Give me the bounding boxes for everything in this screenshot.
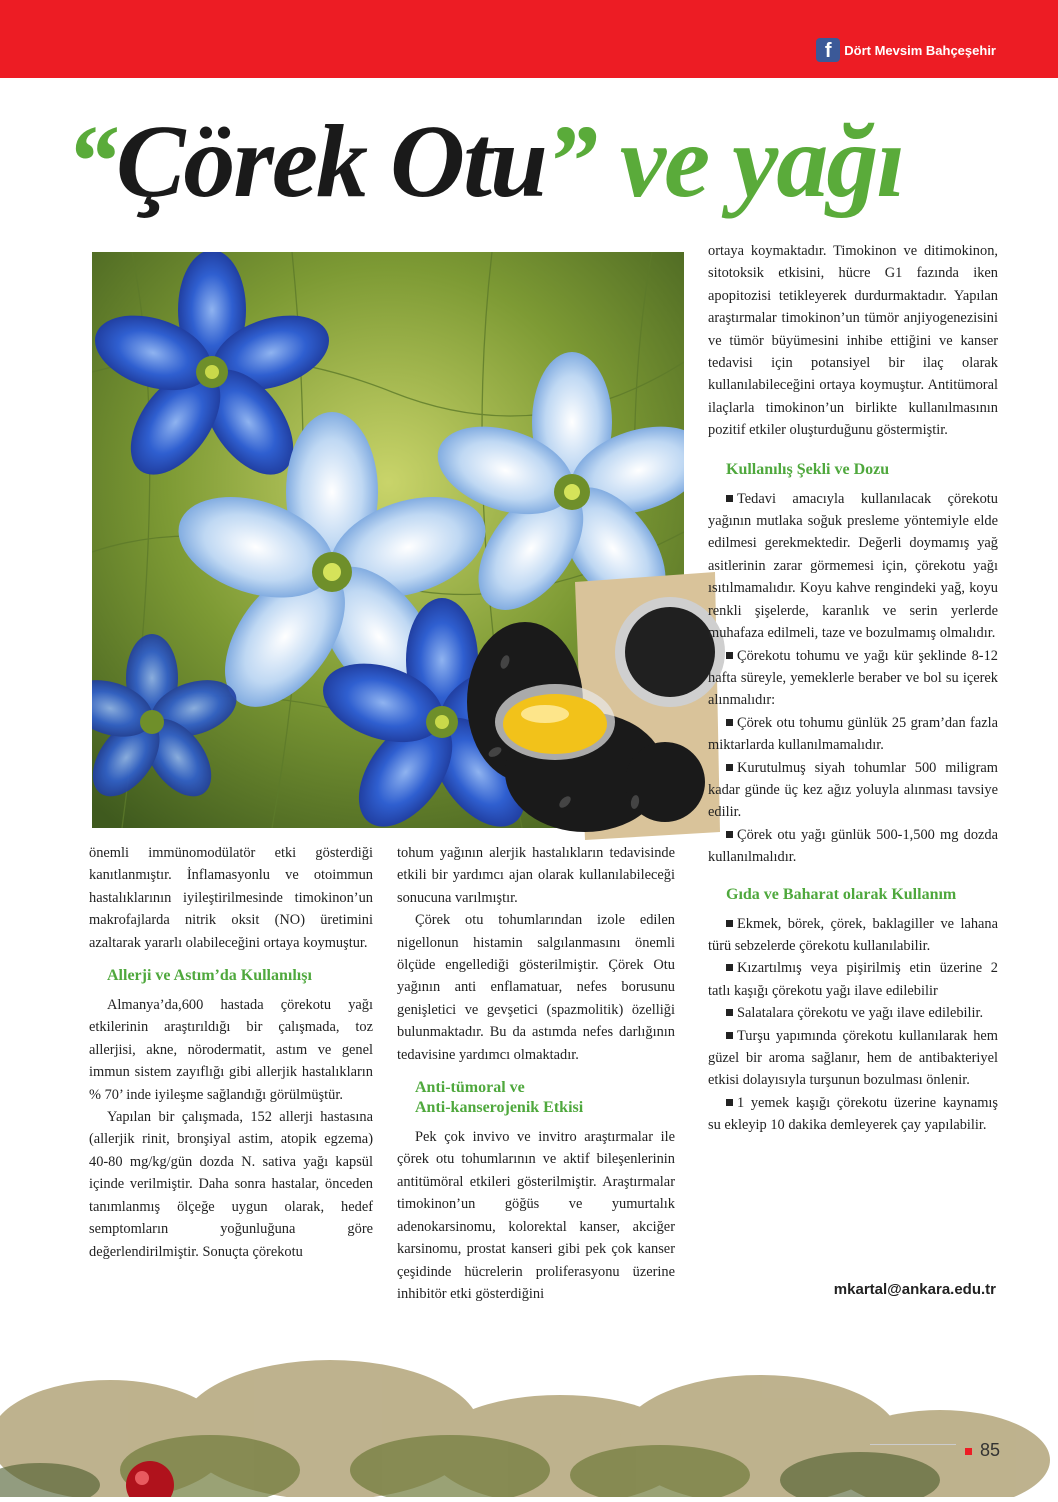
antitumor-heading-line-2: Anti-kanserojenik Etkisi: [415, 1099, 584, 1117]
column-1: [89, 842, 373, 1263]
title-close-quote: ”: [545, 104, 596, 219]
col3-paragraph-1: ortaya koymaktadır. Timokinon ve ditimokinon, sitotoksik etkisini, hücre G1 fazında iken apopitozisi tetikleyerek durdurmaktadır. Yapılan araştırmalar timokinon’un tümör anjiyogenezisini ve tümör büyümesini inhibe ettiğini ve kanser tedavisi için potansiyel bir ilaç olarak kullanılabileceğini ortaya koymuştur. Antitümoral ilaçlarla timokinon’un birlikte kullanılmasının pozitif etkiler oluşturduğunu göstermiştir.: [708, 243, 998, 439]
usage-bullet-2: Çörekotu tohumu ve yağı kür şeklinde 8-12 hafta süreyle, yemeklerle beraber ve bol su içerek alınmalıdır:: [708, 647, 998, 709]
bullet-square: [726, 1032, 733, 1039]
allergy-heading: Allerji ve Astım’da Kullanılışı: [107, 967, 312, 985]
title-rest: ve yağı: [595, 104, 904, 219]
food-bullet-1: Ekmek, börek, çörek, baklagiller ve lahana türü sebzelerde çörekotu kullanılabilir.: [708, 915, 998, 954]
usage-bullet-1: Tedavi amacıyla kullanılacak çörekotu yağının mutlaka soğuk presleme yöntemiyle elde edilmesi gerekmektedir. Değerli doymamış yağ asitlerinin zarar görmemesi için, çörekotu yağı ısıtılmamalıdır. Koyu kahve rengindeki yağ, koyu renkli şişelerde, karanlık ve serin yerlerde muhafaza edilmeli, taze ve bozulmamış olmalıdır.: [708, 490, 998, 642]
col1-paragraph-3: Yapılan bir çalışmada, 152 allerji hastasına (allerjik rinit, bronşiyal astim, atopik egzema) 40-80 mg/kg/gün dozda N. sativa yağı kapsül içinde verilmiştir. Daha sonra hastalar, önceden tanımlanmış ölçeğe uygun olarak, hedef semptomların yoğunluğuna göre değerlendirilmiştir. Sonuçta çörekotu: [89, 1109, 373, 1260]
seeds-and-oil-illustration: [465, 572, 725, 840]
author-email[interactable]: mkartal@ankara.edu.tr: [833, 1281, 996, 1298]
col2-paragraph-1: tohum yağının alerjik hastalıkların tedavisinde etkili bir yardımcı ajan olarak kullanılabileceği sonucuna varılmıştır.: [397, 845, 675, 906]
bullet-square: [726, 495, 733, 502]
bullet-square: [726, 964, 733, 971]
col1-paragraph-2: Almanya’da,600 hastada çörekotu yağı etkilerinin araştırıldığı bir çalışmada, toz allerjisi, akne, nörodermatit, astım ve genel immun sistem zayıflığı gibi allerjik hastalıkların % 70’ inde iyileşme sağlandığı görülmüştür.: [89, 997, 373, 1103]
bullet-square: [726, 652, 733, 659]
page-number: 85: [979, 1440, 1000, 1460]
usage-bullet-5: Çörek otu yağı günlük 500-1,500 mg dozda kullanılmalıdır.: [708, 826, 998, 866]
bullet-square: [726, 764, 733, 771]
facebook-icon: f: [816, 38, 840, 62]
col2-paragraph-2: Çörek otu tohumlarından izole edilen nigellonun histamin salgılanmasını önemli ölçüde engellediği gösterilmiştir. Çörek Otu yağının anti enflamatuar, nefes borusunu genişletici ve gevşetici (spazmolitik) özelliği bulunmaktadır. Bu da astımda nefes darlığının tedavisine yardımcı olmaktadır.: [397, 912, 675, 1063]
food-bullet-5: 1 yemek kaşığı çörekotu üzerine kaynamış su ekleyip 10 dakika demleyerek çay yapılabilir.: [708, 1094, 998, 1134]
usage-bullet-4: Kurutulmuş siyah tohumlar 500 miligram kadar günde üç kez ağız yoluyla alınması tavsiye edilir.: [708, 759, 998, 821]
antitumor-heading-line-1: Anti-tümoral ve: [415, 1079, 525, 1097]
herbs-decoration: [0, 1320, 1058, 1497]
facebook-label: Dört Mevsim Bahçeşehir: [844, 42, 996, 58]
page-marker: [965, 1448, 972, 1455]
column-2: [397, 842, 675, 1305]
title-open-quote: “: [66, 104, 116, 219]
usage-heading: Kullanılış Şekli ve Dozu: [726, 460, 890, 478]
food-bullet-3: Salatalara çörekotu ve yağı ilave edilebilir.: [708, 1002, 998, 1024]
bullet-square: [726, 920, 733, 927]
facebook-badge[interactable]: [816, 38, 996, 62]
bullet-square: [726, 831, 733, 838]
bullet-square: [726, 1009, 733, 1016]
food-bullet-2: Kızartılmış veya pişirilmiş etin üzerine 2 tatlı kaşığı çörekotu yağı ilave edilebilir: [708, 960, 998, 999]
column-3: [708, 240, 998, 1137]
page-rule: [870, 1444, 956, 1445]
food-bullet-4: Turşu yapımında çörekotu kullanılarak hem güzel bir aroma sağlanır, hem de antibakteriyel etkisi dolayısıyla turşunun bozulması önlenir.: [708, 1027, 998, 1089]
usage-bullet-3: Çörek otu tohumu günlük 25 gram’dan fazla miktarlarda kullanılmamalıdır.: [708, 714, 998, 754]
col1-paragraph-1: önemli immünomodülatör etki gösterdiği kanıtlanmıştır. İnflamasyonlu ve otoimmun hastalıklarının iyileştirilmesinde timokinon’un makrofajlarda nitrik oksit (NO) üretimini azaltarak yararlı olabileceğini ortaya koymuştur.: [89, 845, 373, 951]
bullet-square: [726, 1099, 733, 1106]
article-title: [66, 102, 903, 222]
col2-paragraph-3: Pek çok invivo ve invitro araştırmalar ile çörek otu tohumlarının ve aktif bileşenlerinin antitümöral etkileri gösterilmiştir. Araştırmalar timokinon’un göğüs ve yumurtalık adenokarsinomu, kolorektal kanser, akciğer karsinomu, prostat kanseri gibi pek çok kanser çeşidinde hücrelerin proliferasyonu üzerine inhibitör etki gösterdiğini: [397, 1129, 675, 1302]
food-heading: Gıda ve Baharat olarak Kullanım: [726, 885, 957, 903]
title-main: Çörek Otu: [116, 104, 546, 219]
bullet-square: [726, 719, 733, 726]
